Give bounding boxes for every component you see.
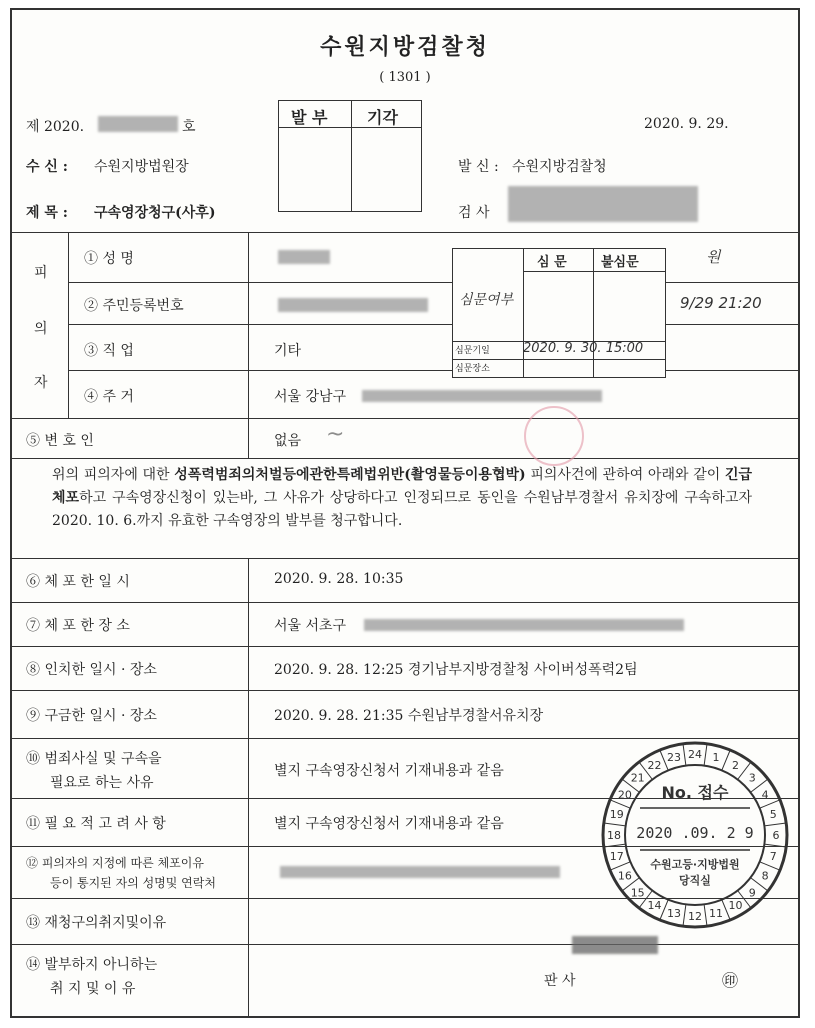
seal-hour-divider <box>704 904 707 926</box>
seal-hour-divider <box>764 844 786 847</box>
doc-number-suffix: 호 <box>182 119 196 135</box>
seal-hour-6: 6 <box>772 829 780 842</box>
seal-hour-21: 21 <box>630 771 645 785</box>
seal-hour-8: 8 <box>761 869 769 883</box>
recipient-value: 수원지방법원장 <box>94 159 189 175</box>
detention-transfer-value: 2020. 9. 28. 12:25 경기남부지방경찰청 사이버성폭력2팀 <box>274 662 638 678</box>
custody-value: 2020. 9. 28. 21:35 수원남부경찰서유치장 <box>274 708 544 724</box>
court-reception-seal <box>600 740 790 930</box>
recipient-label: 수 신 : <box>26 159 68 175</box>
issue-label: 발 부 <box>291 108 328 127</box>
seal-hour-divider <box>704 744 707 766</box>
non-issue-label-1: ⑭ 발부하지 아니하는 <box>26 957 158 973</box>
issue-decision-box <box>278 100 422 212</box>
interrogation-handwritten-date: 2020. 9. 30. 15:00 <box>523 341 644 356</box>
seal-hour-17: 17 <box>609 850 624 863</box>
redacted-prosecutor <box>508 186 698 222</box>
arrest-datetime-label: ⑥ 체 포 한 일 시 <box>26 574 130 590</box>
custody-label: ⑨ 구금한 일시 · 장소 <box>26 708 157 724</box>
handwritten-sign-note: 원 <box>706 248 721 266</box>
document-date: 2020. 9. 29. <box>644 116 729 132</box>
crime-facts-label-2: 필요로 하는 사유 <box>50 775 154 791</box>
warrant-statement <box>52 464 752 533</box>
seal-hour-14: 14 <box>647 899 662 913</box>
redacted-arrest-place <box>364 619 684 631</box>
seal-hour-16: 16 <box>617 869 632 883</box>
seal-hour-23: 23 <box>667 750 681 764</box>
non-issue-label-2: 취 지 및 이 유 <box>50 981 136 997</box>
rerequest-label: ⑬ 재청구의취지및이유 <box>26 915 167 931</box>
document-code: ( 1301 ) <box>379 70 431 85</box>
seal-hour-13: 13 <box>667 907 681 921</box>
seal-hour-19: 19 <box>609 808 624 821</box>
redacted-judge-name <box>572 936 658 954</box>
arrest-place-value: 서울 서초구 <box>274 618 347 634</box>
seal-hour-10: 10 <box>728 899 743 913</box>
job-value: 기타 <box>274 343 302 359</box>
statement-arrest: 긴급체포 <box>52 467 752 506</box>
seal-hour-divider <box>764 823 786 826</box>
seal-hour-22: 22 <box>647 758 662 772</box>
address-label: ④ 주 거 <box>84 389 134 405</box>
arrest-datetime-value: 2020. 9. 28. 10:35 <box>274 571 404 587</box>
statement-crime: 성폭력범죄의처벌등에관한특례법위반(촬영물등이용협박) <box>174 467 526 483</box>
interrogation-box <box>452 248 666 378</box>
seal-org-1: 수원고등·지방법원 <box>650 858 740 871</box>
name-label: ① 성 명 <box>84 251 134 267</box>
job-label: ③ 직 업 <box>84 343 134 359</box>
lawyer-value: 없음 <box>274 433 302 449</box>
seal-hour-divider <box>604 823 626 826</box>
seal-hour-4: 4 <box>761 788 769 802</box>
address-value: 서울 강남구 <box>274 389 347 405</box>
considerations-value: 별지 구속영장신청서 기재내용과 같음 <box>274 816 504 832</box>
seal-no-label: No. 접수 <box>661 783 729 802</box>
seal-hour-12: 12 <box>688 910 702 923</box>
seal-hour-15: 15 <box>630 886 645 900</box>
doc-number-prefix: 제 2020. <box>26 119 85 135</box>
seal-hour-5: 5 <box>769 808 777 821</box>
seal-date: 2020 .09. 2 9 <box>636 824 754 842</box>
seal-hour-divider <box>722 750 730 770</box>
prosecutor-label: 검 사 <box>458 205 490 221</box>
subject-label: 제 목 : <box>26 205 68 221</box>
seal-hour-2: 2 <box>732 758 739 772</box>
redacted-notified-person <box>280 866 560 878</box>
statement-part-1: 위의 피의자에 대한 <box>52 467 175 483</box>
redacted-doc-number <box>98 116 178 132</box>
suspect-side-label-1: 피 <box>34 265 48 281</box>
sender-label: 발 신 : <box>458 159 499 175</box>
arrest-place-label: ⑦ 체 포 한 장 소 <box>26 618 130 634</box>
seal-org-2: 당직실 <box>679 874 711 887</box>
suspect-side-label-3: 자 <box>34 375 48 391</box>
statement-part-3: 하고 구속영장신청이 있는바, 그 사유가 상당하다고 인정되므로 동인을 수원남부경찰서 유치장에 구속하고자 2020. 10. 6.까지 유효한 구속영장의 발부를 청구합니다. <box>52 490 752 529</box>
redacted-name <box>278 250 330 264</box>
notified-person-label-2: 등이 통지된 자의 성명및 연락처 <box>50 876 216 890</box>
seal-hour-1: 1 <box>712 750 720 764</box>
subject-value: 구속영장청구(사후) <box>94 205 216 221</box>
rrn-label: ② 주민등록번호 <box>84 298 184 314</box>
redacted-rrn <box>278 298 428 312</box>
seal-hour-7: 7 <box>769 850 777 863</box>
seal-hour-divider <box>604 844 626 847</box>
seal-hour-20: 20 <box>617 788 632 802</box>
interrogation-date-label: 심문기일 <box>455 346 490 356</box>
interrogation-row-label: 심문여부 <box>459 292 514 308</box>
judge-seal-mark: ㊞ <box>722 971 739 990</box>
interrogation-col2: 불심문 <box>601 255 639 270</box>
judge-label: 판 사 <box>544 973 576 989</box>
suspect-side-label-2: 의 <box>34 321 48 337</box>
sender-value: 수원지방검찰청 <box>512 159 607 175</box>
notified-person-label-1: ⑫ 피의자의 지정에 따른 체포이유 <box>26 856 204 870</box>
interrogation-place-label: 심문장소 <box>455 364 490 374</box>
detention-transfer-label: ⑧ 인치한 일시 · 장소 <box>26 662 157 678</box>
lawyer-handwritten-signature: ~ <box>326 422 345 447</box>
lawyer-label: ⑤ 변 호 인 <box>26 433 94 449</box>
statement-part-2: 피의사건에 관하여 아래와 같이 <box>525 467 725 483</box>
seal-hour-11: 11 <box>709 907 723 921</box>
redacted-address <box>362 390 602 402</box>
interrogation-col1: 심 문 <box>537 255 567 270</box>
reject-label: 기각 <box>367 108 398 127</box>
handwritten-time-note: 9/29 21:20 <box>680 294 762 312</box>
seal-hour-9: 9 <box>748 886 756 900</box>
seal-hour-3: 3 <box>748 771 756 785</box>
considerations-label: ⑪ 필 요 적 고 려 사 항 <box>26 816 166 832</box>
agency-title: 수원지방검찰청 <box>320 34 490 60</box>
seal-hour-divider <box>683 904 686 926</box>
seal-hour-18: 18 <box>607 829 621 842</box>
crime-facts-value: 별지 구속영장신청서 기재내용과 같음 <box>274 763 504 779</box>
crime-facts-label-1: ⑩ 범죄사실 및 구속을 <box>26 751 162 767</box>
seal-hour-24: 24 <box>688 748 702 761</box>
seal-hour-divider <box>683 744 686 766</box>
red-stamp-icon <box>524 406 584 466</box>
